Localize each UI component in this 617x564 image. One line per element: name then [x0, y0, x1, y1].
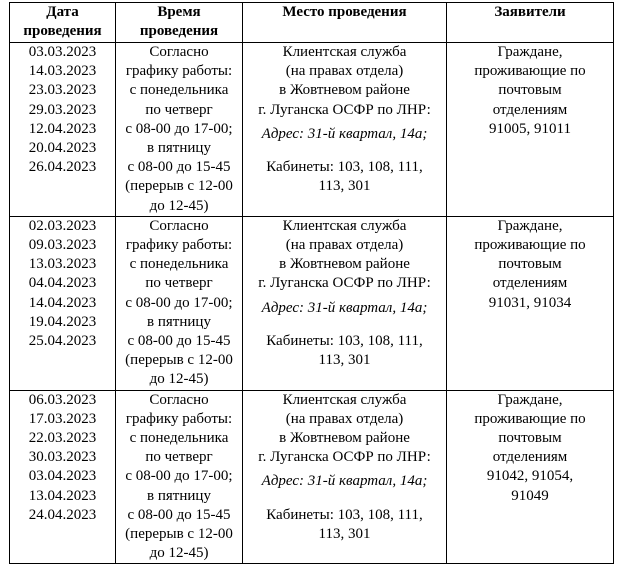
time-line: с 08-00 до 17-00; — [125, 468, 233, 485]
date-value: 14.04.2023 — [28, 294, 97, 311]
header-row — [10, 3, 614, 43]
address-line: Адрес: 31-й квартал, 14а; — [261, 299, 428, 316]
applicants-cell — [447, 390, 614, 564]
date-value: 06.03.2023 — [28, 391, 97, 408]
applicants-line: отделениям — [492, 101, 568, 118]
header-time — [116, 3, 243, 43]
header-time-line: проведения — [139, 23, 219, 40]
header-applicants: Заявители — [447, 3, 614, 43]
time-line: (перерыв с 12-00 — [125, 526, 233, 543]
date-value: 09.03.2023 — [28, 237, 97, 254]
time-line: с 08-00 до 17-00; — [125, 294, 233, 311]
time-line: графику работы: — [125, 410, 233, 427]
header-time-line: Время — [157, 4, 201, 20]
date-value: 20.04.2023 — [28, 140, 97, 157]
date-value: 25.04.2023 — [28, 333, 97, 350]
table-row — [10, 216, 614, 390]
place-line: в Жовтневом районе — [279, 82, 410, 99]
applicants-line: отделениям — [492, 275, 568, 292]
time-line: в пятницу — [147, 487, 211, 504]
time-line: (перерыв с 12-00 — [125, 352, 233, 369]
rooms-line: Кабинеты: 103, 108, 111, — [266, 159, 423, 176]
time-line: с 08-00 до 17-00; — [125, 120, 233, 137]
place-line: Клиентская служба — [282, 217, 407, 234]
applicants-line: Граждане, — [497, 44, 563, 60]
time-line: с понедельника — [129, 82, 229, 99]
time-line: по четверг — [145, 275, 213, 292]
applicants-line: проживающие по — [474, 237, 586, 254]
place-cell — [243, 43, 447, 217]
time-line: до 12-45) — [149, 545, 209, 562]
place-line: Клиентская служба — [282, 44, 407, 60]
date-value: 30.03.2023 — [28, 449, 97, 466]
applicants-line: почтовым — [498, 82, 562, 99]
time-line: до 12-45) — [149, 371, 209, 388]
place-line: (на правах отдела) — [285, 237, 404, 254]
rooms-line: Кабинеты: 103, 108, 111, — [266, 506, 423, 523]
date-value: 23.03.2023 — [28, 82, 97, 99]
time-line: в пятницу — [147, 140, 211, 157]
time-line: до 12-45) — [149, 197, 209, 214]
rooms-line: 113, 301 — [318, 352, 371, 369]
date-value: 19.04.2023 — [28, 313, 97, 330]
time-line: Согласно — [149, 44, 209, 60]
date-value: 12.04.2023 — [28, 120, 97, 137]
applicants-line: отделениям — [492, 449, 568, 466]
date-value: 13.03.2023 — [28, 256, 97, 273]
time-line: по четверг — [145, 449, 213, 466]
date-value: 17.03.2023 — [28, 410, 97, 427]
applicants-line: проживающие по — [474, 410, 586, 427]
time-line: с понедельника — [129, 430, 229, 447]
date-value: 13.04.2023 — [28, 487, 97, 504]
place-line: Клиентская служба — [282, 391, 407, 408]
header-date — [10, 3, 116, 43]
place-line: (на правах отдела) — [285, 63, 404, 80]
applicants-line: 91005, 91011 — [489, 120, 571, 137]
dates-cell — [10, 43, 116, 217]
place-cell — [243, 216, 447, 390]
applicants-cell — [447, 216, 614, 390]
applicants-line: 91049 — [511, 487, 549, 504]
time-cell — [116, 390, 243, 564]
table-row — [10, 43, 614, 217]
applicants-cell — [447, 43, 614, 217]
place-line: г. Луганска ОСФР по ЛНР: — [258, 101, 431, 118]
date-value: 02.03.2023 — [28, 217, 97, 234]
dates-cell — [10, 390, 116, 564]
applicants-line: 91042, 91054, — [486, 468, 574, 485]
date-value: 03.03.2023 — [28, 44, 97, 60]
applicants-line: 91031, 91034 — [488, 294, 572, 311]
time-line: графику работы: — [125, 63, 233, 80]
header-place: Место проведения — [243, 3, 447, 43]
applicants-line: проживающие по — [474, 63, 586, 80]
date-value: 24.04.2023 — [28, 506, 97, 523]
time-line: графику работы: — [125, 237, 233, 254]
date-value: 29.03.2023 — [28, 101, 97, 118]
time-line: с понедельника — [129, 256, 229, 273]
applicants-line: Граждане, — [497, 391, 563, 408]
time-line: с 08-00 до 15-45 — [127, 333, 231, 350]
date-value: 14.03.2023 — [28, 63, 97, 80]
date-value: 26.04.2023 — [28, 159, 97, 176]
rooms-line: Кабинеты: 103, 108, 111, — [266, 332, 423, 349]
spacer — [243, 492, 446, 506]
address-line: Адрес: 31-й квартал, 14а; — [261, 473, 428, 490]
time-line: с 08-00 до 15-45 — [127, 506, 231, 523]
applicants-line: почтовым — [498, 256, 562, 273]
place-line: в Жовтневом районе — [279, 256, 410, 273]
time-line: (перерыв с 12-00 — [125, 178, 233, 195]
date-value: 04.04.2023 — [28, 275, 97, 292]
date-value: 03.04.2023 — [28, 468, 97, 485]
time-line: по четверг — [145, 101, 213, 118]
rooms-line: 113, 301 — [318, 525, 371, 542]
place-line: г. Луганска ОСФР по ЛНР: — [258, 449, 431, 466]
rooms-line: 113, 301 — [318, 178, 371, 195]
dates-cell — [10, 216, 116, 390]
spacer — [243, 318, 446, 332]
time-line: с 08-00 до 15-45 — [127, 159, 231, 176]
table-row — [10, 390, 614, 564]
address-line: Адрес: 31-й квартал, 14а; — [261, 125, 428, 142]
place-cell — [243, 390, 447, 564]
spacer — [243, 144, 446, 158]
time-line: в пятницу — [147, 313, 211, 330]
header-date-line: проведения — [23, 23, 102, 40]
applicants-line: почтовым — [498, 430, 562, 447]
place-line: в Жовтневом районе — [279, 430, 410, 447]
applicants-line: Граждане, — [497, 217, 563, 234]
header-date-line: Дата — [46, 4, 79, 20]
time-line: Согласно — [149, 391, 209, 408]
time-cell — [116, 43, 243, 217]
schedule-table — [9, 2, 614, 564]
time-line: Согласно — [149, 217, 209, 234]
date-value: 22.03.2023 — [28, 430, 97, 447]
time-cell — [116, 216, 243, 390]
place-line: (на правах отдела) — [285, 410, 404, 427]
place-line: г. Луганска ОСФР по ЛНР: — [258, 275, 431, 292]
